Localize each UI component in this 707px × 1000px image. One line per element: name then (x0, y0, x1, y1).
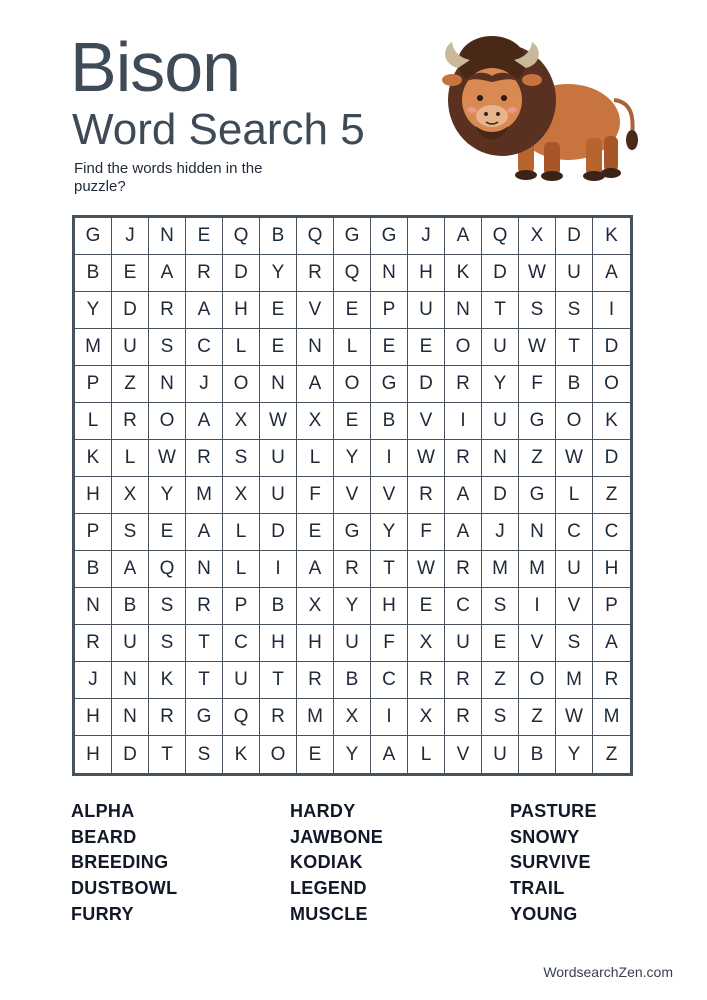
grid-cell: V (334, 477, 371, 514)
grid-cell: R (334, 551, 371, 588)
grid-cell: P (223, 588, 260, 625)
grid-cell: M (297, 699, 334, 736)
grid-cell: N (445, 292, 482, 329)
grid-cell: T (556, 329, 593, 366)
grid-cell: R (260, 699, 297, 736)
grid-cell: S (149, 329, 186, 366)
grid-cell: Z (519, 440, 556, 477)
grid-cell: G (334, 218, 371, 255)
grid-cell: E (186, 218, 223, 255)
grid-cell: N (149, 218, 186, 255)
grid-cell: R (186, 440, 223, 477)
grid-cell: T (260, 662, 297, 699)
grid-cell: V (408, 403, 445, 440)
grid-cell: X (297, 403, 334, 440)
grid-cell: G (75, 218, 112, 255)
grid-cell: Q (482, 218, 519, 255)
grid-cell: S (556, 625, 593, 662)
grid-cell: B (371, 403, 408, 440)
grid-cell: T (371, 551, 408, 588)
grid-cell: Y (371, 514, 408, 551)
grid-cell: I (519, 588, 556, 625)
word-item: KODIAK (290, 852, 363, 873)
grid-cell: E (149, 514, 186, 551)
grid-cell: F (408, 514, 445, 551)
grid-cell: R (297, 255, 334, 292)
grid-cell: A (445, 514, 482, 551)
grid-cell: G (371, 366, 408, 403)
grid-cell: N (186, 551, 223, 588)
grid-cell: D (223, 255, 260, 292)
grid-cell: Y (334, 588, 371, 625)
word-search-grid (72, 215, 633, 776)
grid-cell: K (223, 736, 260, 773)
grid-cell: Y (75, 292, 112, 329)
grid-cell: E (482, 625, 519, 662)
grid-cell: S (149, 625, 186, 662)
grid-cell: D (556, 218, 593, 255)
grid-cell: O (593, 366, 630, 403)
grid-cell: B (112, 588, 149, 625)
word-item: PASTURE (510, 801, 597, 821)
grid-cell: K (593, 403, 630, 440)
grid-cell: F (297, 477, 334, 514)
grid-cell: D (482, 255, 519, 292)
grid-cell: S (186, 736, 223, 773)
grid-cell: D (593, 440, 630, 477)
grid-cell: Z (482, 662, 519, 699)
grid-cell: J (112, 218, 149, 255)
grid-cell: W (408, 551, 445, 588)
word-item: ALPHA (71, 801, 135, 821)
grid-cell: B (260, 588, 297, 625)
grid-cell: R (149, 699, 186, 736)
grid-cell: Y (334, 440, 371, 477)
grid-cell: A (297, 366, 334, 403)
page-subtitle: Word Search 5 (72, 105, 365, 154)
grid-cell: T (186, 662, 223, 699)
word-item: SNOWY (510, 826, 580, 847)
grid-cell: L (556, 477, 593, 514)
grid-cell: R (186, 255, 223, 292)
grid-cell: E (408, 588, 445, 625)
bison-illustration-icon (436, 18, 644, 190)
grid-cell: M (482, 551, 519, 588)
grid-cell: R (149, 292, 186, 329)
grid-cell: C (445, 588, 482, 625)
grid-cell: A (445, 477, 482, 514)
grid-cell: E (334, 403, 371, 440)
grid-cell: Q (223, 699, 260, 736)
grid-cell: A (297, 551, 334, 588)
grid-cell: H (75, 699, 112, 736)
grid-cell: J (75, 662, 112, 699)
grid-cell: B (75, 551, 112, 588)
grid-cell: X (297, 588, 334, 625)
grid-cell: X (112, 477, 149, 514)
grid-cell: N (297, 329, 334, 366)
word-list-column-1 (71, 799, 177, 928)
grid-cell: A (186, 403, 223, 440)
grid-cell: R (112, 403, 149, 440)
grid-cell: Z (605, 743, 618, 765)
grid-cell: S (482, 699, 519, 736)
grid-cell: X (334, 699, 371, 736)
grid-cell: Z (519, 699, 556, 736)
grid-cell: O (223, 366, 260, 403)
grid-cell: C (223, 625, 260, 662)
grid-cell: L (334, 329, 371, 366)
grid-cell: N (112, 662, 149, 699)
grid-cell: O (445, 329, 482, 366)
grid-cell: F (371, 625, 408, 662)
grid-cell: S (112, 514, 149, 551)
grid-cell: G (334, 514, 371, 551)
grid-cell: W (408, 440, 445, 477)
grid-cell: A (445, 218, 482, 255)
grid-cell: G (519, 477, 556, 514)
grid-cell: L (408, 736, 445, 773)
grid-cell: U (260, 440, 297, 477)
grid-cell: M (519, 551, 556, 588)
grid-cell: U (556, 255, 593, 292)
grid-cell: U (112, 625, 149, 662)
grid-cell: B (556, 366, 593, 403)
grid-cell: S (519, 292, 556, 329)
grid-cell: Q (223, 218, 260, 255)
grid-cell: Q (297, 218, 334, 255)
grid-cell: U (482, 329, 519, 366)
grid-cell: H (593, 551, 630, 588)
grid-cell: C (556, 514, 593, 551)
grid-cell: Y (556, 736, 593, 773)
word-item: FURRY (71, 903, 134, 924)
grid-cell: G (371, 218, 408, 255)
grid-cell: Y (334, 736, 371, 773)
grid-cell: J (408, 218, 445, 255)
word-item: LEGEND (290, 878, 367, 899)
grid-cell: Z (593, 477, 630, 514)
grid-cell: U (482, 736, 519, 773)
grid-cell: F (519, 366, 556, 403)
grid-cell: J (186, 366, 223, 403)
grid-cell: N (482, 440, 519, 477)
grid-cell: O (260, 736, 297, 773)
grid-cell: M (186, 477, 223, 514)
grid-cell: C (593, 514, 630, 551)
grid-cell: H (260, 625, 297, 662)
grid-cell: I (260, 551, 297, 588)
grid-cell: R (445, 662, 482, 699)
grid-cell: O (334, 366, 371, 403)
grid-cell: B (75, 255, 112, 292)
grid-cell: S (223, 440, 260, 477)
site-credit[interactable]: WordsearchZen.com (543, 964, 673, 980)
grid-cell: T (186, 625, 223, 662)
grid-cell: R (445, 699, 482, 736)
grid-cell: U (556, 551, 593, 588)
grid-cell: Q (149, 551, 186, 588)
grid-cell: R (445, 440, 482, 477)
word-item: MUSCLE (290, 903, 368, 924)
grid-cell: Q (334, 255, 371, 292)
grid-cell: S (149, 588, 186, 625)
grid-cell: W (260, 403, 297, 440)
grid-cell: U (112, 329, 149, 366)
grid-cell: T (149, 736, 186, 773)
grid-cell: D (260, 514, 297, 551)
grid-cell: E (297, 514, 334, 551)
grid-cell: C (186, 329, 223, 366)
word-item: BREEDING (71, 852, 169, 873)
grid-cell: M (75, 329, 112, 366)
grid-cell: M (556, 662, 593, 699)
grid-cell: H (297, 625, 334, 662)
grid-cell: D (112, 736, 149, 773)
grid-cell: H (223, 292, 260, 329)
grid-cell: H (408, 255, 445, 292)
grid-cell: X (223, 477, 260, 514)
grid-cell: V (519, 625, 556, 662)
grid-cell: V (556, 588, 593, 625)
grid-cell: D (112, 292, 149, 329)
grid-cell: O (519, 662, 556, 699)
grid-cell: M (593, 699, 630, 736)
grid-cell: E (408, 329, 445, 366)
grid-cell: R (297, 662, 334, 699)
grid-cell: I (593, 292, 630, 329)
grid-cell: U (334, 625, 371, 662)
grid-cell: R (408, 662, 445, 699)
grid-cell: W (519, 255, 556, 292)
grid-cell: P (371, 292, 408, 329)
grid-cell: B (334, 662, 371, 699)
grid-cell: K (593, 218, 630, 255)
grid-cell: A (186, 514, 223, 551)
grid-cell: E (260, 329, 297, 366)
grid-cell: U (445, 625, 482, 662)
grid-cell: W (556, 440, 593, 477)
grid-cell: L (223, 514, 260, 551)
grid-cell: N (519, 514, 556, 551)
grid-cell: G (186, 699, 223, 736)
grid-cell: K (75, 440, 112, 477)
grid-cell: P (593, 588, 630, 625)
grid-cell: X (519, 218, 556, 255)
grid-cell: T (482, 292, 519, 329)
instructions-text: Find the words hidden in the puzzle? (74, 160, 263, 195)
grid-cell: L (223, 329, 260, 366)
grid-cell: X (223, 403, 260, 440)
grid-cell: K (149, 662, 186, 699)
grid-cell: U (482, 403, 519, 440)
grid-cell: L (223, 551, 260, 588)
grid-cell: D (482, 477, 519, 514)
grid-cell: V (371, 477, 408, 514)
grid-cell: A (593, 255, 630, 292)
word-item: DUSTBOWL (71, 878, 178, 899)
grid-cell: W (556, 699, 593, 736)
grid-cell: U (408, 292, 445, 329)
grid-cell: O (556, 403, 593, 440)
grid-cell: E (334, 292, 371, 329)
grid-cell: U (223, 662, 260, 699)
grid-cell: W (149, 440, 186, 477)
grid-cell: H (75, 477, 112, 514)
grid-cell: H (75, 736, 112, 773)
grid-cell: R (408, 477, 445, 514)
grid-cell: Y (260, 255, 297, 292)
grid-cell: H (371, 588, 408, 625)
letter-grid (75, 218, 630, 773)
grid-cell: Z (112, 366, 149, 403)
grid-cell: R (445, 551, 482, 588)
grid-cell: N (371, 255, 408, 292)
grid-cell: B (519, 736, 556, 773)
grid-cell: I (445, 403, 482, 440)
grid-cell: A (149, 255, 186, 292)
grid-cell: I (371, 699, 408, 736)
grid-cell: G (519, 403, 556, 440)
grid-cell: X (408, 625, 445, 662)
grid-cell: R (186, 588, 223, 625)
grid-cell: B (260, 218, 297, 255)
grid-cell: W (519, 329, 556, 366)
grid-cell: S (556, 292, 593, 329)
grid-cell: A (112, 551, 149, 588)
grid-cell: P (75, 514, 112, 551)
word-item: YOUNG (510, 903, 578, 924)
grid-cell: V (445, 736, 482, 773)
grid-cell: X (408, 699, 445, 736)
word-item: BEARD (71, 826, 137, 847)
grid-cell: L (112, 440, 149, 477)
grid-cell: N (112, 699, 149, 736)
grid-cell: N (260, 366, 297, 403)
grid-cell: J (482, 514, 519, 551)
grid-cell: C (371, 662, 408, 699)
grid-cell: R (75, 625, 112, 662)
word-list-column-3 (510, 799, 597, 928)
grid-cell: V (297, 292, 334, 329)
grid-cell: R (445, 366, 482, 403)
grid-cell: Y (149, 477, 186, 514)
word-item: TRAIL (510, 878, 565, 899)
grid-cell: Y (482, 366, 519, 403)
grid-cell: L (297, 440, 334, 477)
grid-cell: A (593, 625, 630, 662)
grid-cell: D (593, 329, 630, 366)
grid-cell: A (371, 736, 408, 773)
grid-cell: E (112, 255, 149, 292)
word-list-column-2 (290, 799, 383, 928)
grid-cell: P (75, 366, 112, 403)
word-item: SURVIVE (510, 852, 591, 873)
grid-cell: I (371, 440, 408, 477)
grid-cell: N (75, 588, 112, 625)
grid-cell: U (260, 477, 297, 514)
grid-cell: K (445, 255, 482, 292)
grid-cell: L (75, 403, 112, 440)
grid-cell: O (149, 403, 186, 440)
grid-cell: R (593, 662, 630, 699)
grid-cell: E (297, 736, 334, 773)
word-item: HARDY (290, 801, 356, 821)
page-title: Bison (70, 28, 241, 106)
grid-cell: N (149, 366, 186, 403)
grid-cell: E (371, 329, 408, 366)
grid-cell: S (482, 588, 519, 625)
grid-cell: D (408, 366, 445, 403)
word-item: JAWBONE (290, 826, 384, 847)
grid-cell: A (186, 292, 223, 329)
grid-cell: E (260, 292, 297, 329)
